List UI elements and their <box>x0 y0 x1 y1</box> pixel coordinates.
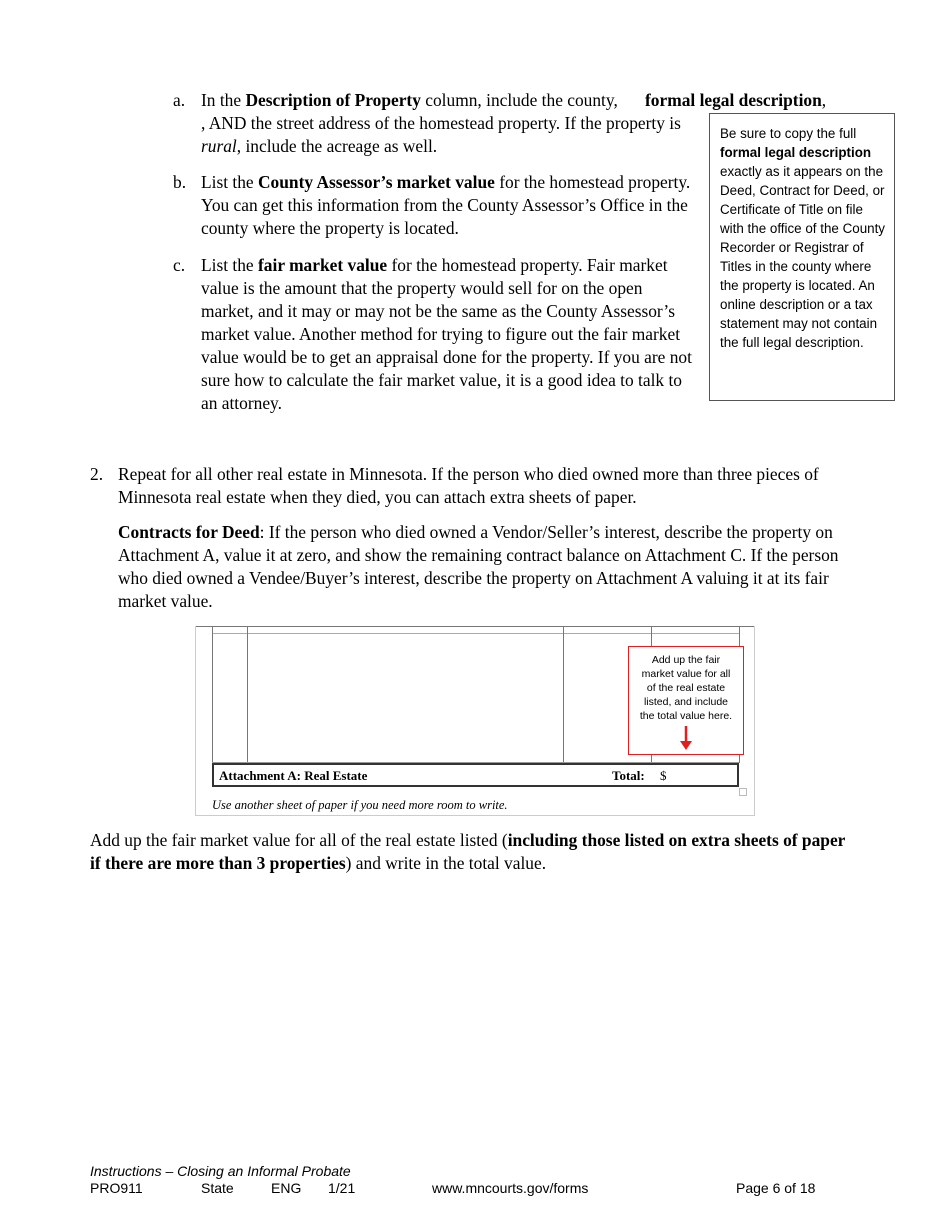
figure-bottom-edge <box>195 815 755 816</box>
figure-right-edge <box>754 626 755 816</box>
attachment-a-form-excerpt <box>195 626 755 816</box>
col-divider-2 <box>247 626 248 763</box>
currency-symbol: $ <box>660 768 667 783</box>
figure-header-line <box>212 633 739 634</box>
item-b-marker: b. <box>173 172 187 192</box>
col-divider-3 <box>563 626 564 763</box>
item-2-marker: 2. <box>90 464 104 484</box>
item-c-marker: c. <box>173 255 186 275</box>
contracts-for-deed-paragraph <box>118 521 863 613</box>
total-label: Total: <box>612 768 645 783</box>
col-divider-1 <box>212 626 213 763</box>
callout-text: Add up the fair market value for all of the real estate listed, and include the total value here. <box>639 654 733 722</box>
sidebox-text-1: Be sure to copy the full <box>720 126 857 141</box>
closing-text-1: Add up the fair market value for all of the real estate listed ( <box>90 830 508 850</box>
item-a-marker: a. <box>173 90 186 110</box>
footer-form-code: PRO911 <box>90 1180 143 1196</box>
closing-bold: including those listed on extra sheets of paper if there are more than 3 properties <box>90 830 846 873</box>
footer-page-number: Page 6 of 18 <box>736 1180 816 1196</box>
item-c-text-2: for the homestead property. Fair market value is the amount that the property would sell for on the open market, and it may or may not be the same as the County Assessor’s market value. Another method for trying to figure out the fair market value would be to get an appraisal done for the property. If you are not sure how to calculate the fair market value, it is a good idea to talk to an attorney. <box>201 255 692 413</box>
legal-description-note-box <box>709 113 895 401</box>
item-a-text-1: In the <box>201 90 246 110</box>
item-a-text-3: , AND the street address of the homestead property. If the property is <box>201 113 681 133</box>
contracts-bold: Contracts for Deed <box>118 522 260 542</box>
item-a-legal-desc: formal legal description, <box>645 90 827 110</box>
footer-url[interactable]: www.mncourts.gov/forms <box>432 1180 589 1196</box>
item-a-text-cont <box>201 112 696 158</box>
item-b-bold-1: County Assessor’s market value <box>258 172 495 192</box>
figure-top-border <box>195 626 755 627</box>
footer-jurisdiction: State <box>201 1180 234 1196</box>
contracts-text: : If the person who died owned a Vendor/Seller’s interest, describe the property on Attachment A, value it at zero, and show the remaining contract balance on Attachment C. If the person who died owned a Vendee/Buyer’s interest, describe the property on Attachment A valuing it at its fair market value. <box>118 522 839 611</box>
attachment-a-label: Attachment A: Real Estate <box>219 768 368 783</box>
item-a-bold-2: formal legal description <box>645 90 822 110</box>
footer-title: Instructions – Closing an Informal Probate <box>90 1163 351 1179</box>
figure-left-edge <box>195 626 196 816</box>
total-callout-box <box>628 646 744 755</box>
sidebox-text-2: exactly as it appears on the Deed, Contract for Deed, or Certificate of Title on file with the office of the County Recorder or Registrar of Titles in the county where the property is located. An online description or a tax statement may not contain the full legal description. <box>720 164 886 350</box>
item-b-text-2: for the homestead property. You can get this information from the County Assessor’s Office in the county where the property is located. <box>201 172 691 238</box>
item-a-italic-1: rural <box>201 136 237 156</box>
footer-language: ENG <box>271 1180 302 1196</box>
extra-sheet-note: Use another sheet of paper if you need more room to write. <box>212 798 508 812</box>
item-a-bold-1: Description of Property <box>245 90 421 110</box>
item-c-bold-1: fair market value <box>258 255 388 275</box>
item-a-text <box>201 89 696 112</box>
attachment-a-total-bar <box>212 763 739 787</box>
item-a-text-4: , include the acreage as well. <box>236 136 438 156</box>
footer-date: 1/21 <box>328 1180 356 1196</box>
item-b-text <box>201 171 696 240</box>
item-a-text-2: column, include the county, <box>420 90 618 110</box>
closing-text-2: ) and write in the total value. <box>345 853 547 873</box>
down-arrow-icon <box>679 725 693 751</box>
item-c-text-1: List the <box>201 255 258 275</box>
item-2-text: Repeat for all other real estate in Minnesota. If the person who died owned more than three pieces of Minnesota real estate when they died, you can attach extra sheets of paper. <box>118 464 819 507</box>
figure-corner-mark <box>739 788 747 796</box>
item-c-text <box>201 254 697 415</box>
closing-paragraph <box>90 829 860 875</box>
sidebox-bold-1: formal legal description <box>720 145 872 160</box>
item-b-text-1: List the <box>201 172 258 192</box>
